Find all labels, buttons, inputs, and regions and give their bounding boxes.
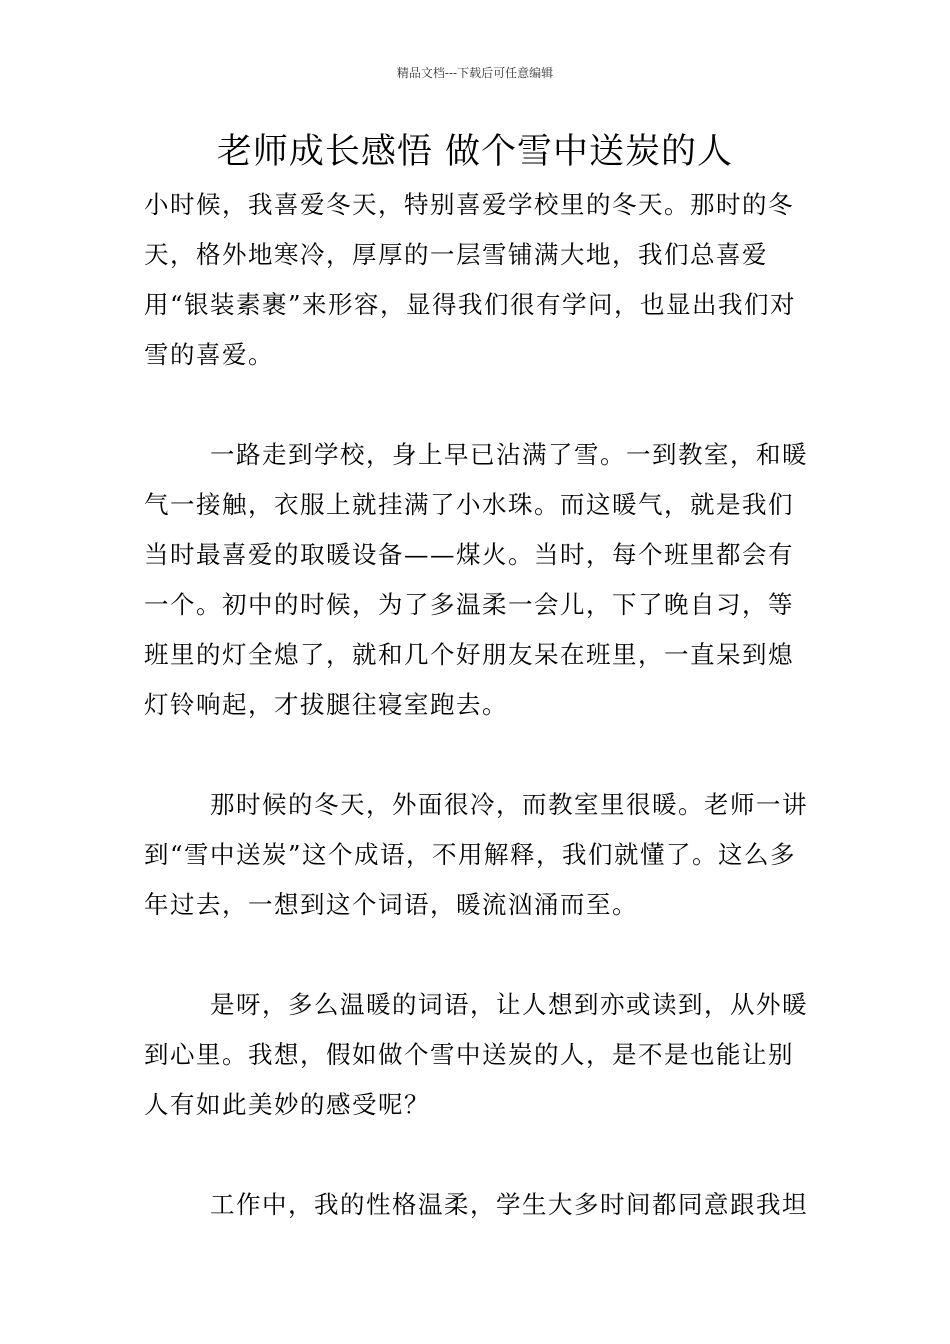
paragraph-5: 工作中，我的性格温柔，学生大多时间都同意跟我坦 — [210, 1190, 808, 1219]
document-title: 老师成长感悟 做个雪中送炭的人 — [216, 132, 734, 172]
page-header: 精品文档---下载后可任意编辑 — [396, 66, 554, 80]
paragraph-1: 小时候，我喜爱冬天，特别喜爱学校里的冬天。那时的冬天，格外地寒冷，厚厚的一层雪铺满大地，我们总喜爱用“银装素裹”来形容，显得我们很有学问，也显出我们对雪的喜爱。 — [144, 190, 797, 369]
paragraph-4: 是呀，多么温暖的词语，让人想到亦或读到，从外暖到心里。我想，假如做个雪中送炭的人，是不是也能让别人有如此美妙的感受呢？ — [144, 990, 808, 1119]
paragraph-3: 那时候的冬天，外面很冷，而教室里很暖。老师一讲到“雪中送炭”这个成语，不用解释，我们就懂了。这么多年过去，一想到这个词语，暖流汹涌而至。 — [144, 790, 808, 919]
paragraph-2: 一路走到学校，身上早已沾满了雪。一到教室，和暖气一接触，衣服上就挂满了小水珠。而这暖气，就是我们当时最喜爱的取暖设备——煤火。当时，每个班里都会有一个。初中的时候，为了多温柔一会儿，下了晚自习，等班里的灯全熄了，就和几个好朋友呆在班里，一直呆到熄灯铃响起，才拔腿往寝室跑去。 — [144, 440, 808, 719]
document-body — [144, 180, 808, 1280]
